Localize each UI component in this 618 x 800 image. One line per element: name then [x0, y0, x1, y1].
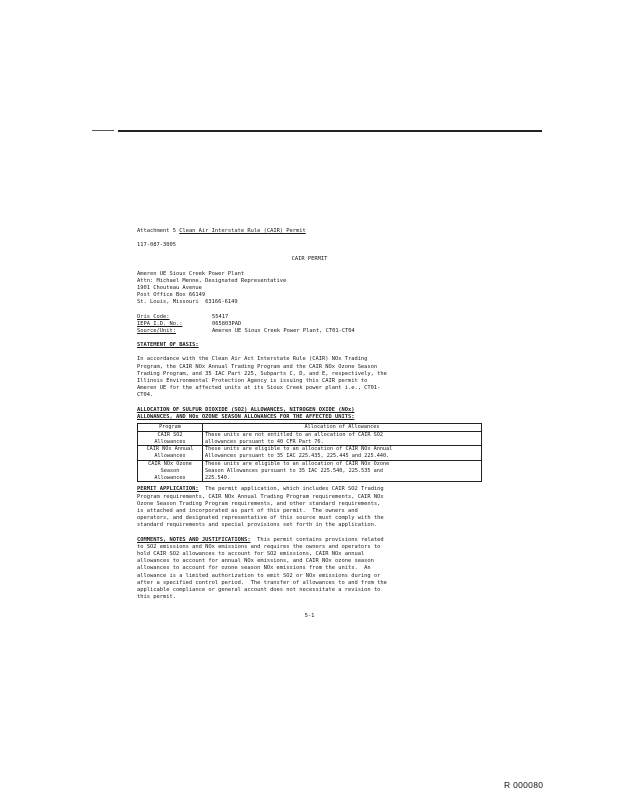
allocation-heading: ALLOCATION OF SULFUR DIOXIDE (SO2) ALLOWANCES, NITROGEN OXIDE (NOx)	[137, 406, 355, 413]
cair-permit-document	[137, 228, 482, 621]
allocation-column-header: Allocation of Allowances	[203, 424, 482, 432]
owner-line: Ameren UE Sioux Creek Power Plant	[137, 270, 245, 277]
paragraph-line: operators, and designated representative of this source must comply with the	[137, 515, 384, 522]
statement-paragraph	[137, 356, 482, 399]
attachment-heading: Attachment 5 Clean Air Interstate Rule (CAIR) Permit	[137, 228, 306, 234]
field-value: 065803PAD	[212, 320, 242, 327]
allocation-heading: ALLOWANCES, AND NOx OZONE SEASON ALLOWANCES FOR THE AFFECTED UNITS:	[137, 413, 355, 420]
oris-code-row	[137, 314, 482, 321]
page-number: 5-1	[304, 613, 315, 620]
identifier-block	[137, 314, 482, 336]
owner-address-block	[137, 271, 482, 307]
paragraph-line: The permit application, which includes CAIR SO2 Trading	[205, 486, 384, 493]
owner-line: Attn: Michael Menne, Designated Representative	[137, 277, 287, 284]
statement-heading: STATEMENT OF BASIS:	[137, 342, 199, 349]
paragraph-line: applicable compliance or general account does not necessitate a revision to	[137, 587, 381, 594]
allocation-table	[137, 423, 482, 482]
header-rule-left	[92, 130, 114, 131]
paragraph-line: this permit.	[137, 594, 176, 601]
paragraph-line: hold CAIR SO2 allowances to account for SO2 emissions, CAIR NOx annual	[137, 551, 365, 558]
application-heading: PERMIT APPLICATION:	[137, 486, 199, 493]
paragraph-line: to SO2 emissions and NOx emissions and requires the owners and operators to	[137, 543, 381, 550]
permit-number: 117-087-3005	[137, 242, 176, 249]
application-paragraph	[137, 486, 482, 529]
source-unit-row	[137, 328, 482, 335]
program-cell: CAIR SO2 Allowances	[138, 431, 203, 446]
table-row	[138, 461, 482, 482]
paragraph-line: allowance is a limited authorization to emit SO2 or NOx emissions during or	[137, 572, 381, 579]
paragraph-line: Ameren UE for the affected units at its Sioux Creek power plant i.e., CT01-	[137, 385, 381, 392]
field-label: Source/Unit:	[137, 328, 176, 335]
field-label: Oris Code:	[137, 313, 170, 320]
comments-paragraph	[137, 537, 482, 602]
field-value: Ameren UE Sioux Creek Power Plant, CT01-CT04	[212, 328, 355, 335]
table-header-row	[138, 424, 482, 432]
allocation-cell: These units are eligible to an allocation of CAIR NOx Ozone Season Allowances pursuant to 35 IAC 225.540, 225.535 and 225.540.	[203, 461, 482, 482]
paragraph-line: is attached and incorporated as part of this permit. The owners and	[137, 508, 358, 515]
bates-number: R 000080	[504, 780, 544, 790]
paragraph-line: CT04.	[137, 392, 154, 399]
paragraph-line: Program requirements, CAIR NOx Annual Trading Program requirements, CAIR NOx	[137, 493, 384, 500]
iepa-id-row	[137, 321, 482, 328]
paragraph-line: Illinois Environmental Protection Agency is issuing this CAIR permit to	[137, 378, 368, 385]
owner-line: St. Louis, Missouri 63166-6149	[137, 299, 238, 306]
allocation-cell: These units are not entitled to an allocation of CAIR SO2 allowances pursuant to 40 CFR Part 76.	[203, 431, 482, 446]
program-cell: CAIR NOx Ozone Season Allowances	[138, 461, 203, 482]
field-label: IEPA I.D. No.:	[137, 320, 183, 327]
paragraph-line: standard requirements and special provisions set forth in the application.	[137, 522, 378, 529]
comments-heading: COMMENTS, NOTES AND JUSTIFICATIONS:	[137, 536, 251, 543]
paragraph-line: In accordance with the Clean Air Act Interstate Rule (CAIR) NOx Trading	[137, 356, 368, 363]
paragraph-line: Ozone Season Trading Program requirements, and other standard requirements,	[137, 500, 381, 507]
field-value: 55417	[212, 313, 229, 320]
owner-line: 1901 Chouteau Avenue	[137, 285, 202, 292]
program-column-header: Program	[138, 424, 203, 432]
paragraph-line: Trading Program, and 35 IAC Part 225, Subparts C, D, and E, respectively, the	[137, 370, 387, 377]
table-row	[138, 431, 482, 446]
owner-line: Post Office Box 66149	[137, 292, 206, 299]
table-row	[138, 446, 482, 461]
paragraph-line: Program, the CAIR NOx Annual Trading Program and the CAIR NOx Ozone Season	[137, 363, 378, 370]
header-rule	[118, 130, 542, 132]
program-cell: CAIR NOx Annual Allowances	[138, 446, 203, 461]
paragraph-line: allowances to account for ozone season NOx emissions from the units. An	[137, 565, 371, 572]
paragraph-line: after a specified control period. The transfer of allowances to and from the	[137, 579, 387, 586]
paragraph-line: allowances to account for annual NOx emissions, and CAIR NOx ozone season	[137, 558, 374, 565]
allocation-cell: These units are eligible to an allocation of CAIR NOx Annual Allowances pursuant to 35 IAC 225.435, 225.445 and 225.440.	[203, 446, 482, 461]
paragraph-line: This permit contains provisions related	[257, 536, 384, 543]
permit-title: CAIR PERMIT	[291, 256, 328, 263]
